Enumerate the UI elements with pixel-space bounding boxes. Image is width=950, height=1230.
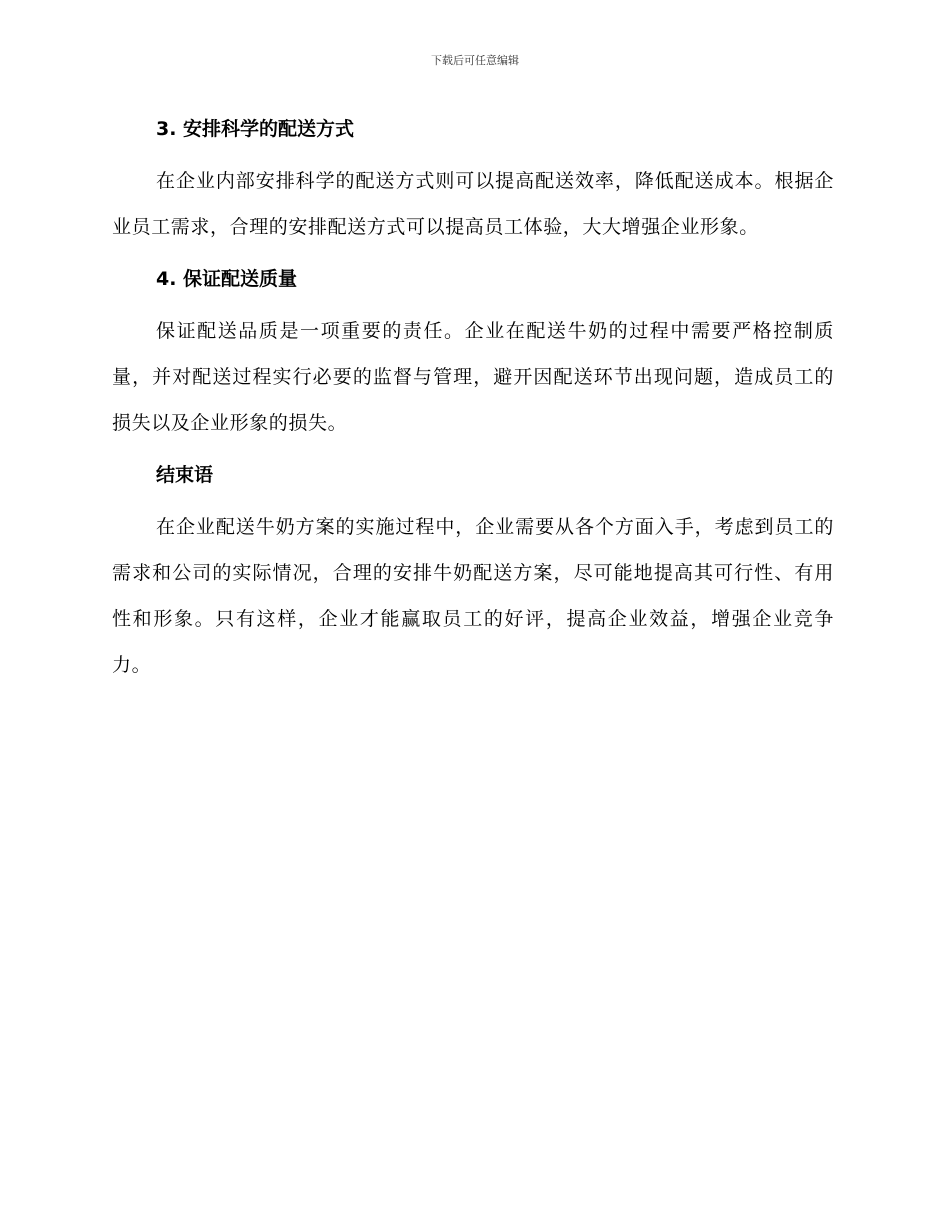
document-body	[112, 112, 834, 688]
section-heading-delivery-method: 3. 安排科学的配送方式	[156, 118, 355, 140]
section-paragraph-delivery-quality: 保证配送品质是一项重要的责任。企业在配送牛奶的过程中需要严格控制质量，并对配送过程实行必要的监督与管理，避开因配送环节出现问题，造成员工的损失以及企业形象的损失。	[112, 320, 834, 434]
section-paragraph-conclusion: 在企业配送牛奶方案的实施过程中，企业需要从各个方面入手，考虑到员工的需求和公司的实际情况，合理的安排牛奶配送方案，尽可能地提高其可行性、有用性和形象。只有这样，企业才能赢取员工的好评，提高企业效益，增强企业竞争力。	[112, 516, 834, 676]
section-heading-conclusion: 结束语	[156, 464, 214, 486]
section-heading-delivery-quality: 4. 保证配送质量	[156, 268, 298, 290]
section-paragraph-delivery-method: 在企业内部安排科学的配送方式则可以提高配送效率，降低配送成本。根据企业员工需求，合理的安排配送方式可以提高员工体验，大大增强企业形象。	[112, 170, 834, 238]
page-header-note: 下载后可任意编辑	[431, 54, 519, 67]
